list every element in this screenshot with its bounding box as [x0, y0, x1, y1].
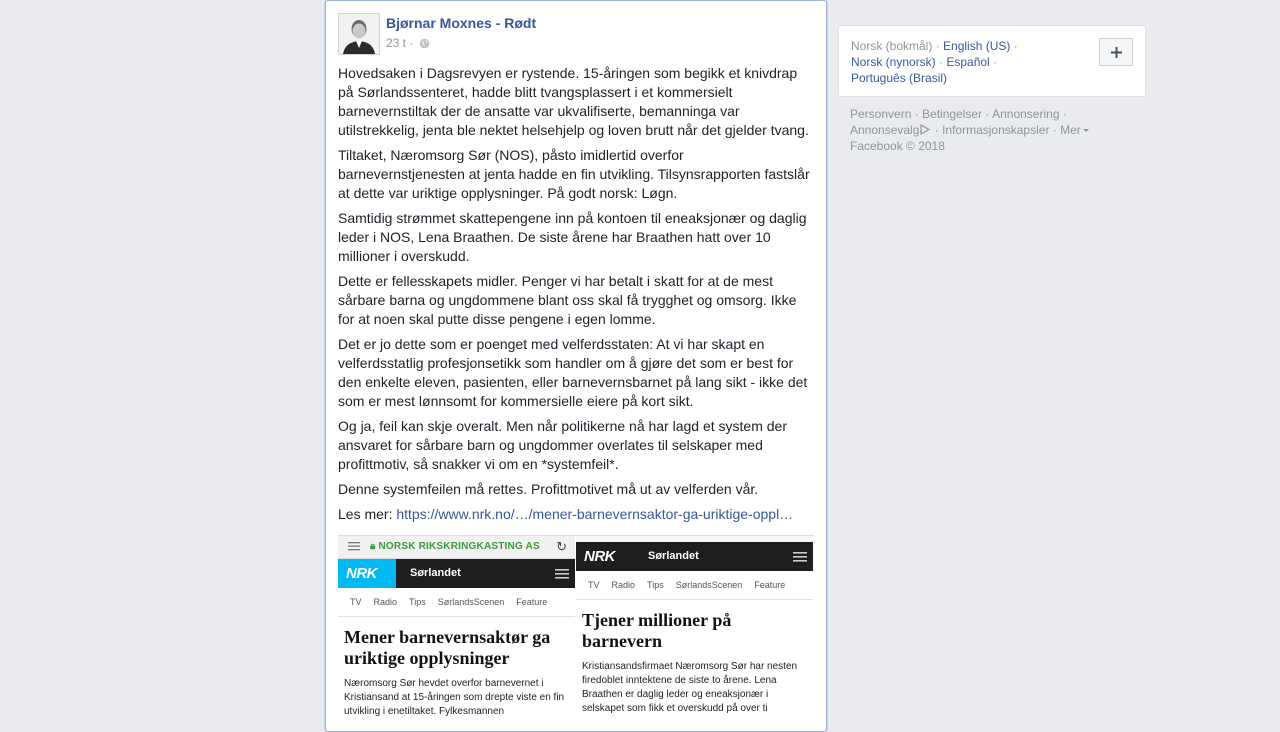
post-header — [338, 13, 808, 55]
menu-icon — [348, 542, 360, 551]
article-lede: Kristiansandsfirmaet Næromsorg Sør har nesten firedoblet inntektene de siste to årene. Lena Braathen er daglig leder og eneaksjonær i selskapet som fikk et overskudd på over ti — [582, 661, 798, 714]
plus-icon — [1111, 47, 1122, 58]
language-list: Norsk (bokmål) · English (US) · Norsk (nynorsk) · Español · Português (Brasil) — [851, 39, 1018, 85]
post-paragraph: Dette er fellesskapets midler. Penger vi har betalt i skatt for at de mest sårbare barna og ungdommene blant oss skal få trygghet og omsorg. Ikke for at noen skal putte disse pengene i egen lomme. — [338, 273, 797, 327]
read-more-paragraph — [338, 505, 814, 524]
nrk-logo: NRK — [576, 542, 634, 571]
adchoices-icon[interactable] — [919, 124, 931, 135]
article-headline: Mener barnevernsaktør ga uriktige opplysninger — [344, 627, 551, 668]
subnav-item: TV — [350, 597, 362, 607]
copyright: Facebook © 2018 — [850, 139, 945, 153]
language-link-portugues[interactable]: Português (Brasil) — [851, 71, 948, 85]
subnav-item: SørlandsScenen — [437, 597, 505, 607]
lock-icon: 🔒︎ — [370, 541, 376, 552]
language-link-english[interactable]: English (US) — [943, 39, 1011, 53]
subnav-item: Feature — [516, 597, 548, 607]
subnav-item: Feature — [754, 580, 786, 590]
footer-link-informasjonskapsler[interactable]: Informasjonskapsler — [942, 123, 1050, 137]
nrk-subnav — [576, 571, 813, 600]
language-box — [838, 25, 1146, 97]
article-lede: Næromsorg Sør hevdet overfor barnevernet i Kristiansand at 15-åringen som drepte viste en fin utvikling i enetiltaket. Fylkesmannen — [344, 678, 565, 717]
post-paragraph: Tiltaket, Næromsorg Sør (NOS), påsto imidlertid overfor barnevernstjenesten at jenta hadde en fin utvikling. Tilsynsrapporten fastslår at dette var uriktige opplysninger. På godt norsk: Løgn. — [338, 147, 810, 201]
nrk-region: Sørlandet — [396, 559, 575, 588]
footer-links: Personvern · Betingelser · Annonsering · Annonsevalg · Informasjonskapsler · Mer Facebook © 2018 — [850, 106, 1130, 154]
hamburger-icon — [555, 569, 569, 579]
footer-link-annonsevalg[interactable]: Annonsevalg — [850, 123, 920, 137]
post-author-link[interactable]: Bjørnar Moxnes - Rødt — [386, 15, 537, 31]
article-headline: Tjener millioner på barnevern — [582, 610, 732, 651]
subnav-item: Radio — [611, 580, 636, 590]
meta-separator: · — [409, 36, 417, 50]
post-image-right[interactable] — [576, 536, 813, 732]
subnav-item: Tips — [647, 580, 664, 590]
footer-link-personvern[interactable]: Personvern — [850, 107, 912, 121]
footer-link-mer[interactable]: Mer — [1060, 123, 1089, 137]
language-current: Norsk (bokmål) — [851, 39, 933, 53]
hamburger-icon — [793, 552, 807, 562]
subnav-item: Tips — [409, 597, 426, 607]
post-time[interactable]: 23 t — [386, 36, 407, 50]
post-paragraph: Det er jo dette som er poenget med velferdsstaten: At vi har skapt en velferdsstatlig profesjonsetikk som handler om å gjøre det som er best for den enkelte eleven, pasienten, eller barnevernsbarnet på lang sikt - ikke det som er mest lønnsomt for kommersielle eiere på kort sikt. — [338, 336, 808, 409]
post-image-left[interactable] — [338, 536, 576, 732]
nrk-region: Sørlandet — [634, 542, 813, 571]
subnav-item: Radio — [373, 597, 398, 607]
globe-icon[interactable] — [419, 38, 430, 49]
post-paragraph: Samtidig strømmet skattepengene inn på kontoen til eneaksjonær og daglig leder i NOS, Lena Braathen. De siste årene har Braathen hatt over 10 millioner i overskudd. — [338, 210, 807, 264]
post-meta — [386, 36, 430, 50]
nrk-subnav — [338, 588, 575, 617]
footer-link-betingelser[interactable]: Betingelser — [922, 107, 983, 121]
read-more-link[interactable]: https://www.nrk.no/…/mener-barnevernsaktor-ga-uriktige-oppl… — [396, 506, 794, 522]
post-paragraph: Og ja, feil kan skje overalt. Men når politikerne nå har lagd et system der ansvaret for sårbare barn og ungdommer overlates til selskaper med profittmotiv, så snakker vi om en *systemfeil*. — [338, 418, 787, 472]
subnav-item: TV — [588, 580, 600, 590]
read-more-label: Les mer: — [338, 506, 393, 522]
add-language-button[interactable] — [1099, 38, 1133, 66]
reload-icon: ↻ — [556, 539, 567, 554]
browser-bar — [338, 536, 575, 559]
footer-link-annonsering[interactable]: Annonsering — [992, 107, 1060, 121]
caret-down-icon — [1083, 129, 1089, 132]
author-avatar[interactable] — [338, 13, 380, 55]
post-body — [338, 64, 814, 530]
post-card — [325, 0, 827, 732]
nrk-logo: NRK — [338, 559, 396, 588]
post-paragraph: Hovedsaken i Dagsrevyen er rystende. 15-åringen som begikk et knivdrap på Sørlandssenteret, hadde blitt tvangsplassert i et kommersielt barnevernstiltak der de ansatte var ukvalifiserte, bemanninga var utilstrekkelig, jenta ble nektet helsehjelp og loven brutt når det gjelder tvang. — [338, 65, 809, 138]
nrk-header — [576, 542, 813, 571]
browser-url: 🔒︎ NORSK RIKSKRINGKASTING AS — [370, 541, 540, 552]
language-link-espanol[interactable]: Español — [946, 55, 990, 69]
language-link-nynorsk[interactable]: Norsk (nynorsk) — [851, 55, 936, 69]
nrk-header — [338, 559, 575, 588]
post-paragraph: Denne systemfeilen må rettes. Profittmotivet må ut av velferden vår. — [338, 481, 759, 497]
post-images — [338, 535, 814, 732]
subnav-item: SørlandsScenen — [675, 580, 743, 590]
